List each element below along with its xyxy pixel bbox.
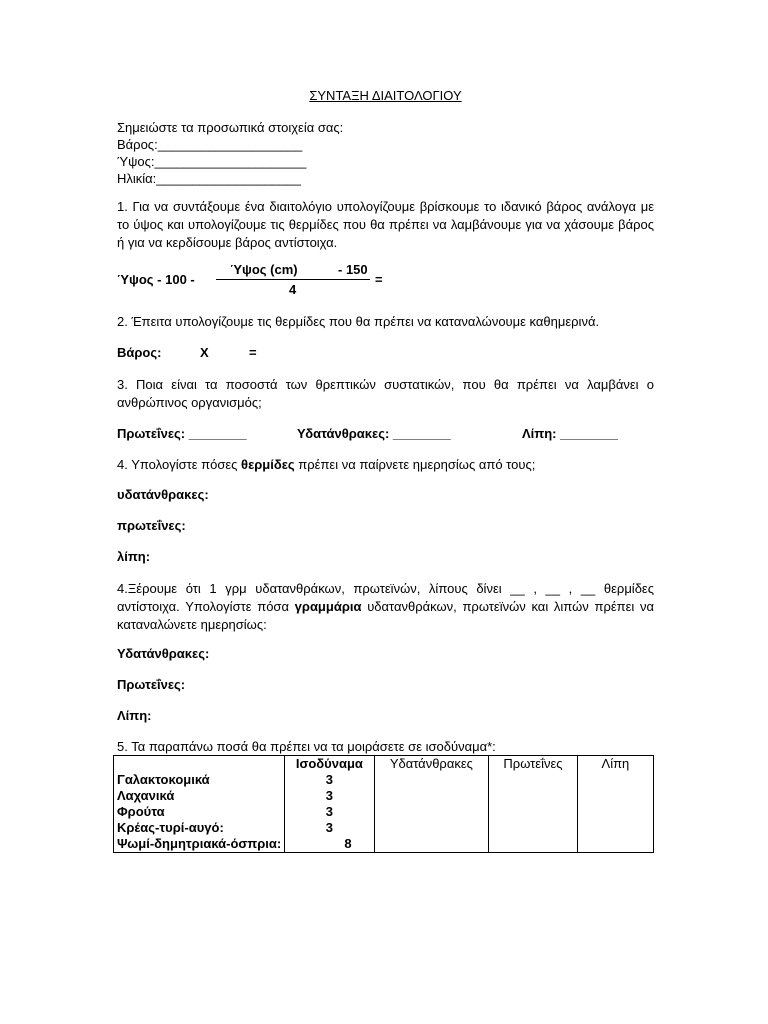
q4b-line-2-bold: γραμμάρια [294,599,362,614]
row-cell-proteins [489,820,578,836]
question-4b-text [117,580,654,634]
row-value: 3 [285,820,374,836]
q2-multiply: Χ [200,345,209,360]
formula-equals: = [375,272,383,287]
question-3-text [117,376,654,412]
table-header-row [114,756,654,773]
question-3-main: 3. Ποια είναι τα ποσοστά των θρεπτικών συστατικών, που θα πρέπει να λαμβάνει ο [117,377,654,392]
row-cell-fats [577,804,653,820]
table-row [114,788,654,804]
q4-carbs: υδατάνθρακες: [117,487,209,502]
row-cell-proteins [489,788,578,804]
q4b-carbs: Υδατάνθρακες: [117,646,210,661]
table-header-proteins: Πρωτεΐνες [489,756,578,773]
row-name: Ψωμί-δημητριακά-όσπρια: [114,836,285,853]
q4b-fats: Λίπη: [117,708,152,723]
row-cell-carbs [374,772,489,788]
q2-equals: = [249,345,257,360]
equivalents-table [113,755,654,853]
row-cell-fats [577,820,653,836]
row-value: 3 [285,788,374,804]
q4-text-a: 4. Υπολογίστε πόσες [117,457,242,472]
row-cell-carbs [374,820,489,836]
q4b-line-3: πρέπει να καταναλώνετε ημερησίως: [117,599,655,632]
row-cell-proteins [489,836,578,853]
table-row [114,836,654,853]
row-cell-fats [577,788,653,804]
question-1-main: 1. Για να συντάξουμε ένα διαιτολόγιο υπολογίζουμε βρίσκουμε το ιδανικό βάρος ανάλογα με το ύψος και υπολογίζουμε τις θερμίδες που θα πρέπει να λαμβάνουμε [117,199,654,232]
row-cell-fats [577,836,653,853]
row-value: 3 [285,804,374,820]
row-cell-fats [577,772,653,788]
row-name: Γαλακτοκομικά [114,772,285,788]
question-2-text: 2. Έπειτα υπολογίζουμε τις θερμίδες που θα πρέπει να καταναλώνουμε καθημερινά. [117,314,600,329]
height-field: Ύψος:_____________________ [117,154,307,169]
row-value: 8 [285,836,374,853]
formula-denominator: 4 [289,282,297,297]
row-cell-carbs [374,788,489,804]
q3-fats: Λίπη: ________ [522,426,618,441]
row-name: Κρέας-τυρί-αυγό: [114,820,285,836]
formula-left: Ύψος - 100 - [117,272,195,287]
document-title: ΣΥΝΤΑΞΗ ΔΙΑΙΤΟΛΟΓΙΟΥ [309,88,462,103]
table-header-equivalents: Ισοδύναμα [285,756,374,773]
q3-carbs: Υδατάνθρακες: ________ [297,426,451,441]
table-header-carbs: Υδατάνθρακες [374,756,489,773]
row-cell-carbs [374,804,489,820]
table-row [114,772,654,788]
question-1-text [117,198,654,252]
q4b-line-1: 4.Ξέρουμε ότι 1 γρμ υδατανθράκων, πρωτεϊνών, λίπους δίνει __ , __ , __ θερμίδες [117,581,654,596]
table-header-fats: Λίπη [577,756,653,773]
row-cell-carbs [374,836,489,853]
q4b-line-2b: υδατανθράκων, πρωτεϊνών και λιπών [361,599,589,614]
q4b-line-2a: αντίστοιχα. Υπολογίστε πόσα [117,599,295,614]
table-header-empty [114,756,285,773]
row-name: Φρούτα [114,804,285,820]
question-3-last: ανθρώπινος οργανισμός; [117,395,262,410]
q3-proteins: Πρωτεΐνες: ________ [117,426,247,441]
row-value: 3 [285,772,374,788]
q2-weight-label: Βάρος: [117,345,162,360]
fraction-bar [216,279,370,280]
q4-proteins: πρωτεΐνες: [117,518,186,533]
personal-intro: Σημειώστε τα προσωπικά στοιχεία σας: [117,120,344,135]
question-5-text: 5. Τα παραπάνω ποσά θα πρέπει να τα μοιράσετε σε ισοδύναμα*: [117,739,496,754]
q4-fats: λίπη: [117,549,151,564]
table-row [114,804,654,820]
formula-numerator-b: - 150 [338,262,368,277]
q4-text-b: πρέπει να παίρνετε ημερησίως από τους; [294,457,536,472]
age-field: Ηλικία:____________________ [117,171,301,186]
row-cell-proteins [489,772,578,788]
table-row [114,820,654,836]
question-1-last: για να χάσουμε βάρος ή για να κερδίσουμε βάρος αντίστοιχα. [117,217,654,250]
question-4-text [117,456,535,473]
weight-field: Βάρος:____________________ [117,137,303,152]
row-name: Λαχανικά [114,788,285,804]
formula-numerator-a: Ύψος (cm) [230,262,298,277]
q4-text-bold: θερμίδες [241,457,295,472]
q4b-proteins: Πρωτεΐνες: [117,677,186,692]
row-cell-proteins [489,804,578,820]
